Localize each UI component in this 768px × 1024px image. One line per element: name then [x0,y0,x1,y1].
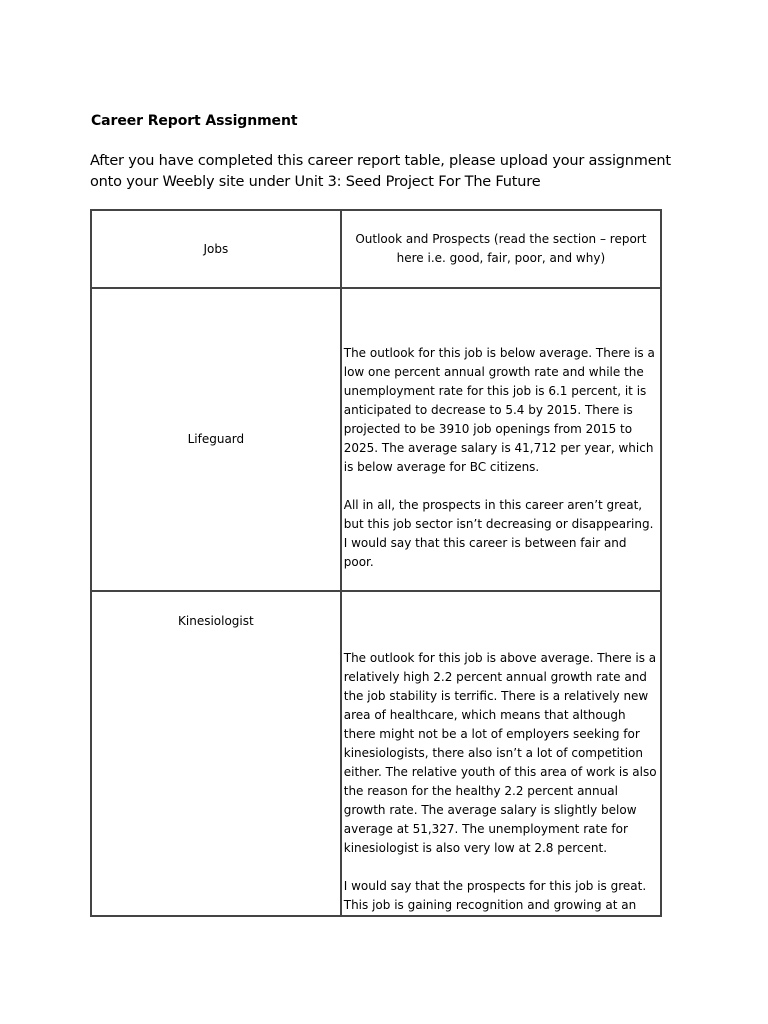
table-row [91,288,661,590]
instructions-text: After you have completed this career report table, please upload your assignment onto your Weebly site under Unit 3: Seed Project For The Future [90,153,671,190]
table-header-row [91,210,661,288]
outlook-cell-kinesiologist [341,591,661,916]
job-name-lifeguard: Lifeguard [91,288,341,590]
career-report-table [90,209,662,917]
outlook-paragraph: I would say that the prospects for this job is great. This job is gaining recognition and growing at an [343,878,647,912]
header-jobs: Jobs [91,210,341,288]
outlook-paragraph: All in all, the prospects in this career aren’t great, but this job sector isn’t decreasing or disappearing. I would say that this career is between fair and poor. [343,498,654,570]
header-outlook: Outlook and Prospects (read the section – report here i.e. good, fair, poor, and why) [341,210,661,288]
document-title: Career Report Assignment [91,113,298,129]
outlook-paragraph: The outlook for this job is above average. There is a relatively high 2.2 percent annual growth rate and the job stability is terrific. There is a relatively new area of healthcare, which means that although there might not be a lot of employers seeking for kinesiologists, there also isn’t a lot of competition either. The relative youth of this area of work is also the reason for the healthy 2.2 percent annual growth rate. The average salary is slightly below average at 51,327. The unemployment rate for kinesiologist is also very low at 2.8 percent. [343,650,657,855]
job-name-kinesiologist: Kinesiologist [91,591,341,916]
outlook-cell-lifeguard [341,288,661,590]
outlook-paragraph: The outlook for this job is below average. There is a low one percent annual growth rate and while the unemployment rate for this job is 6.1 percent, it is anticipated to decrease to 5.4 by 2015. There is projected to be 3910 job openings from 2015 to 2025. The average salary is 41,712 per year, which is below average for BC citizens. [343,346,655,475]
table-row [91,591,661,916]
